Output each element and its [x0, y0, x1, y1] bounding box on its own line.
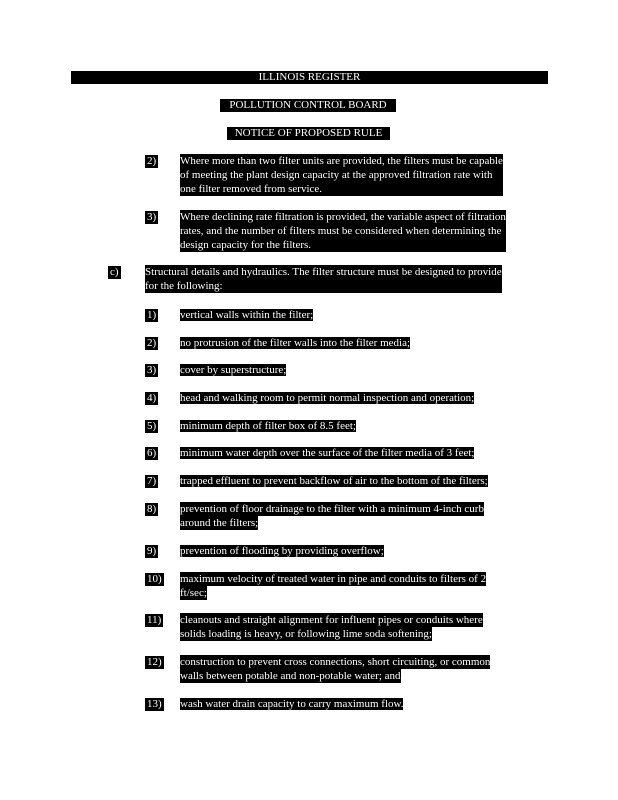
list-item-text: cover by superstructure;: [180, 364, 287, 376]
item-number: 2): [147, 337, 157, 349]
list-item-text: prevention of flooding by providing overflow;: [180, 545, 384, 557]
item-number: 12): [147, 656, 162, 668]
notice-title: NOTICE OF PROPOSED RULE: [227, 127, 390, 140]
item-number: 10): [147, 573, 162, 585]
list-item-text: Where more than two filter units are provided, the filters must be capable of meeting the plant design capacity at the approved filtration rate with one filter removed from service.: [180, 155, 503, 195]
item-number: 5): [147, 420, 157, 432]
list-item-text: Where declining rate filtration is provided, the variable aspect of filtration rates, and the number of filters must be considered when determining the design capacity for the filters.: [180, 211, 506, 251]
item-number: 2): [147, 155, 157, 167]
list-item-text: minimum depth of filter box of 8.5 feet;: [180, 420, 356, 432]
item-number: 1): [147, 309, 157, 321]
list-item-text: wash water drain capacity to carry maximum flow.: [180, 698, 404, 710]
list-item-text: prevention of floor drainage to the filter with a minimum 4-inch curb around the filters;: [180, 503, 484, 529]
item-number: 4): [147, 392, 157, 404]
item-number: 3): [147, 364, 157, 376]
section-letter: c): [110, 266, 119, 278]
register-title: ILLINOIS REGISTER: [258, 71, 361, 83]
item-number: 3): [147, 211, 157, 223]
section-heading-text: Structural details and hydraulics. The filter structure must be designed to provide for the following:: [145, 266, 502, 292]
list-item-text: construction to prevent cross connections, short circuiting, or common walls between potable and non-potable water; and: [180, 656, 491, 682]
list-item-text: cleanouts and straight alignment for influent pipes or conduits where solids loading is heavy, or following lime soda softening;: [180, 614, 483, 640]
board-title: POLLUTION CONTROL BOARD: [220, 99, 396, 112]
item-number: 11): [147, 614, 162, 626]
list-item-text: minimum water depth over the surface of the filter media of 3 feet;: [180, 447, 475, 459]
list-item-text: head and walking room to permit normal inspection and operation;: [180, 392, 475, 404]
list-item-text: trapped effluent to prevent backflow of air to the bottom of the filters;: [180, 475, 488, 487]
item-number: 9): [147, 545, 157, 557]
list-item-text: maximum velocity of treated water in pipe and conduits to filters of 2 ft/sec;: [180, 573, 487, 599]
list-item-text: no protrusion of the filter walls into the filter media;: [180, 337, 411, 349]
item-number: 7): [147, 475, 157, 487]
list-item-text: vertical walls within the filter;: [180, 309, 314, 321]
item-number: 8): [147, 503, 157, 515]
item-number: 6): [147, 447, 157, 459]
item-number: 13): [147, 698, 162, 710]
